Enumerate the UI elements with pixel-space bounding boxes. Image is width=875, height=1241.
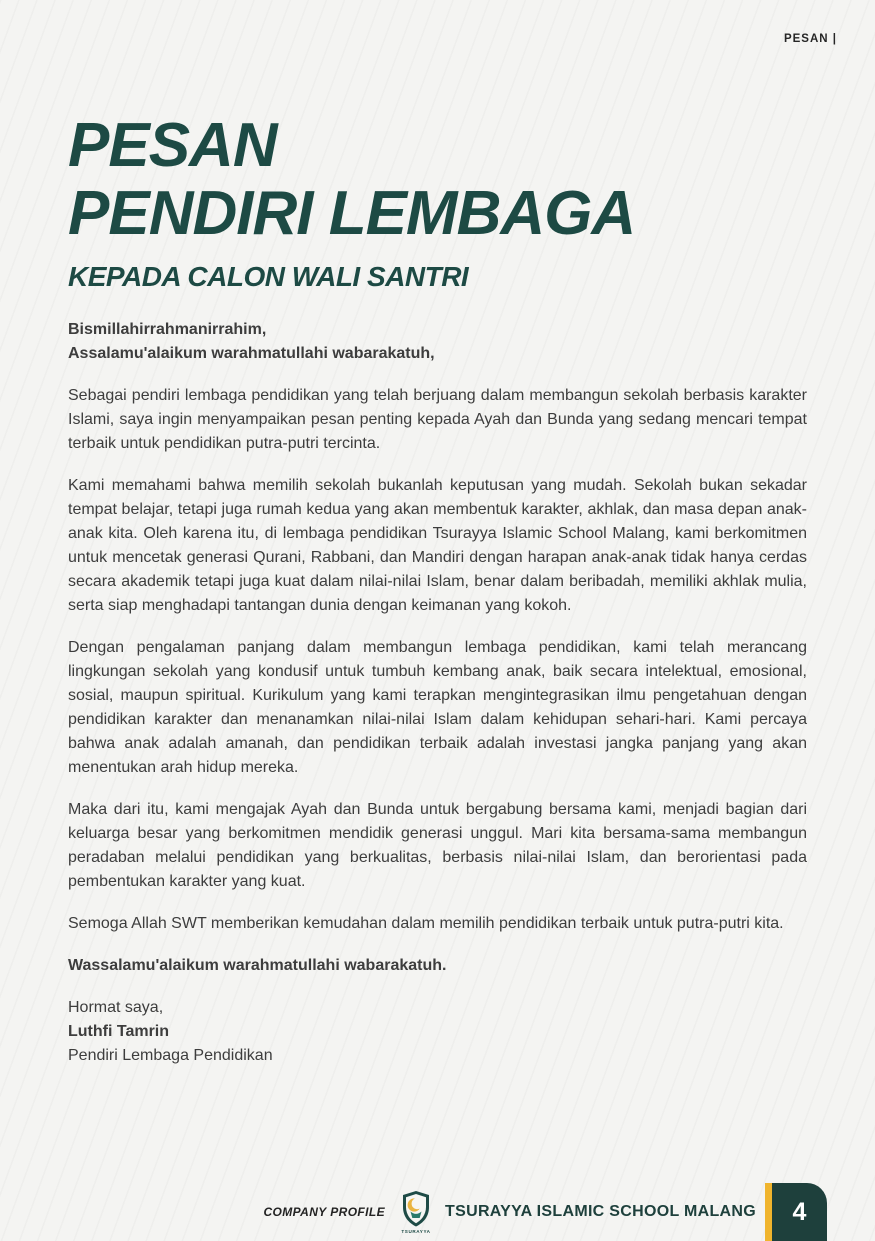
signer-name: Luthfi Tamrin [68, 1023, 170, 1040]
page-number-tab [772, 1183, 827, 1241]
signature-block [68, 996, 807, 1068]
signoff-text: Hormat saya, [68, 999, 164, 1016]
letter-paragraph: Dengan pengalaman panjang dalam membangun lembaga pendidikan, kami telah merancang lingkungan sekolah yang kondusif untuk tumbuh kembang anak, baik secara intelektual, emosional, sosial, maupun spiritual. Kurikulum yang kami terapkan mengintegrasikan ilmu pengetahuan dengan pendidikan karakter dan menanamkan nilai-nilai Islam dalam kehidupan sehari-hari. Kami percaya bahwa anak adalah amanah, dan pendidikan terbaik adalah investasi jangka panjang yang akan menentukan arah hidup mereka. [68, 639, 807, 776]
letter-paragraph: Sebagai pendiri lembaga pendidikan yang telah berjuang dalam membangun sekolah berbasis karakter Islami, saya ingin menyampaikan pesan penting kepada Ayah dan Bunda yang sedang mencari tempat terbaik untuk pendidikan putra-putri tercinta. [68, 387, 807, 452]
footer-gold-bar [765, 1183, 772, 1241]
salutation-line1: Bismillahirrahmanirrahim, [68, 321, 267, 338]
letter-paragraph: Kami memahami bahwa memilih sekolah bukanlah keputusan yang mudah. Sekolah bukan sekadar tempat belajar, tetapi juga rumah kedua yang akan membentuk karakter, akhlak, dan masa depan anak-anak kita. Oleh karena itu, di lembaga pendidikan Tsurayya Islamic School Malang, kami berkomitmen untuk mencetak generasi Qurani, Rabbani, dan Mandiri dengan harapan anak-anak tidak hanya cerdas secara akademik tetapi juga kuat dalam nilai-nilai Islam, benar dalam beribadah, memiliki akhlak mulia, serta siap menghadapi tantangan dunia dengan keimanan yang kokoh. [68, 477, 807, 614]
page-title-line2: PENDIRI LEMBAGA [68, 179, 636, 248]
page-footer [0, 1183, 875, 1241]
letter-paragraph: Maka dari itu, kami mengajak Ayah dan Bunda untuk bergabung bersama kami, menjadi bagian dari keluarga besar yang berkomitmen mendidik generasi unggul. Mari kita bersama-sama membangun peradaban melalui pendidikan yang berkualitas, berbasis nilai-nilai Islam, dan berorientasi pada pembentukan karakter yang kuat. [68, 801, 807, 890]
letter-closing-salam: Wassalamu'alaikum warahmatullahi wabarakatuh. [68, 957, 447, 974]
page-title [68, 112, 807, 248]
company-profile-label: COMPANY PROFILE [263, 1205, 386, 1219]
signer-title: Pendiri Lembaga Pendidikan [68, 1047, 273, 1064]
school-logo-icon [399, 1190, 433, 1234]
salutation-line2: Assalamu'alaikum warahmatullahi wabarakatuh, [68, 345, 435, 362]
page-number: 4 [792, 1197, 807, 1226]
logo-text: TSURAYYA [401, 1229, 431, 1234]
letter-paragraph: Semoga Allah SWT memberikan kemudahan dalam memilih pendidikan terbaik untuk putra-putri kita. [68, 915, 784, 932]
title-block [68, 0, 807, 292]
page-subtitle: KEPADA CALON WALI SANTRI [68, 261, 469, 292]
letter-salutation [68, 318, 807, 366]
footer-school-name: TSURAYYA ISLAMIC SCHOOL MALANG [445, 1203, 756, 1220]
page-header-label: PESAN | [783, 33, 837, 45]
page-content [68, 0, 807, 1068]
letter-body [68, 318, 807, 1068]
letter-paragraphs [68, 384, 807, 936]
page-title-line1: PESAN [68, 111, 277, 180]
